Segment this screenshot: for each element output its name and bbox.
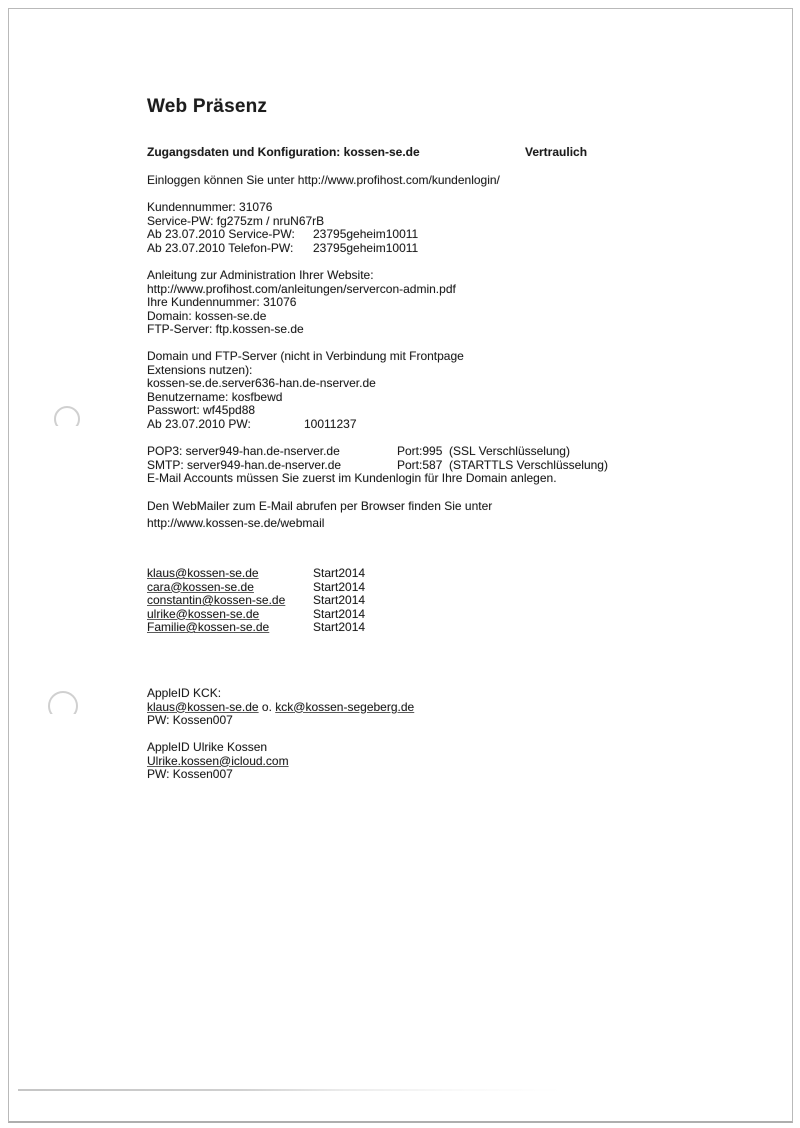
webmail-instruction: Den WebMailer zum E-Mail abrufen per Browser finden Sie unter xyxy=(147,499,493,513)
email-password: Start2014 xyxy=(313,593,366,607)
email-password: Start2014 xyxy=(313,566,366,580)
appleid-kck-block xyxy=(147,687,727,728)
admin-guide-block xyxy=(147,269,727,337)
smtp-row xyxy=(147,459,727,473)
smtp-server: SMTP: server949-han.de-nserver.de xyxy=(147,457,342,472)
email-account-row xyxy=(147,581,727,595)
smtp-port: Port:587 (STARTTLS Verschlüsselung) xyxy=(397,457,608,472)
email-account-row xyxy=(147,567,727,581)
page-title: Web Präsenz xyxy=(147,96,268,117)
scan-artifact-line xyxy=(18,1089,563,1091)
service-pw-value: 23795geheim10011 xyxy=(313,227,419,241)
login-instruction: Einloggen können Sie unter http://www.profihost.com/kundenlogin/ xyxy=(147,173,500,187)
service-password: Service-PW: fg275zm / nruN67rB xyxy=(147,213,325,228)
appleid-kck-email-2: kck@kossen-segeberg.de xyxy=(275,699,415,714)
appleid-ulrike-block xyxy=(147,741,727,782)
ftp-pw-value: 10011237 xyxy=(304,416,357,431)
appleid-ulrike-title: AppleID Ulrike Kossen xyxy=(147,740,268,754)
email-account-row xyxy=(147,621,727,635)
admin-guide-url: http://www.profihost.com/anleitungen/servercon-admin.pdf xyxy=(147,281,456,296)
appleid-kck-separator: o. xyxy=(258,699,276,714)
email-password: Start2014 xyxy=(313,579,366,594)
telefon-pw-row xyxy=(147,242,727,256)
login-block xyxy=(147,174,727,188)
email-address: klaus@kossen-se.de xyxy=(147,566,259,580)
appleid-ulrike-email: Ulrike.kossen@icloud.com xyxy=(147,753,289,768)
hole-punch-circle-icon xyxy=(48,691,78,714)
domain-line: Domain: kossen-se.de xyxy=(147,308,267,323)
email-account-row xyxy=(147,608,727,622)
email-address: cara@kossen-se.de xyxy=(147,579,254,594)
hole-punch-circle-icon xyxy=(54,406,80,426)
appleid-kck-emails xyxy=(147,701,727,715)
appleid-kck-email-1: klaus@kossen-se.de xyxy=(147,699,259,714)
mail-server-block xyxy=(147,445,727,486)
section-heading: Zugangsdaten und Konfiguration: kossen-se.de xyxy=(147,145,420,159)
webmail-block xyxy=(147,498,727,531)
service-pw-label: Ab 23.07.2010 Service-PW: xyxy=(147,227,295,241)
email-address: ulrike@kossen-se.de xyxy=(147,606,260,621)
pop3-server: POP3: server949-han.de-nserver.de xyxy=(147,444,340,458)
ftp-credentials-block xyxy=(147,350,727,431)
ftp-pw-row xyxy=(147,418,727,432)
hole-punch-mark-bottom xyxy=(48,691,81,714)
email-accounts-block xyxy=(147,567,727,635)
hole-punch-mark-top xyxy=(54,406,84,426)
pop3-row xyxy=(147,445,727,459)
email-address: constantin@kossen-se.de xyxy=(147,593,286,607)
ftp-note-line-1: Domain und FTP-Server (nicht in Verbindung mit Frontpage xyxy=(147,349,464,363)
customer-number: Kundennummer: 31076 xyxy=(147,200,273,214)
appleid-kck-password: PW: Kossen007 xyxy=(147,713,233,727)
email-password: Start2014 xyxy=(313,606,366,621)
webmail-url: http://www.kossen-se.de/webmail xyxy=(147,515,325,530)
customer-credentials-block xyxy=(147,201,727,255)
ftp-username: Benutzername: kosfbewd xyxy=(147,389,283,404)
service-pw-row xyxy=(147,228,727,242)
email-account-row xyxy=(147,594,727,608)
email-password: Start2014 xyxy=(313,620,366,634)
admin-guide-heading: Anleitung zur Administration Ihrer Website: xyxy=(147,268,374,282)
email-address: Familie@kossen-se.de xyxy=(147,620,270,634)
title-block xyxy=(147,96,727,117)
ftp-note-line-2: Extensions nutzen): xyxy=(147,362,253,377)
admin-customer-number: Ihre Kundennummer: 31076 xyxy=(147,295,297,309)
mail-accounts-note: E-Mail Accounts müssen Sie zuerst im Kundenlogin für Ihre Domain anlegen. xyxy=(147,471,557,485)
ftp-pw-label: Ab 23.07.2010 PW: xyxy=(147,416,251,431)
pop3-port: Port:995 (SSL Verschlüsselung) xyxy=(397,444,570,458)
confidential-label: Vertraulich xyxy=(525,145,588,159)
appleid-kck-title: AppleID KCK: xyxy=(147,686,222,700)
ftp-host: kossen-se.de.server636-han.de-nserver.de xyxy=(147,376,376,390)
section-heading-block xyxy=(147,146,727,160)
telefon-pw-label: Ab 23.07.2010 Telefon-PW: xyxy=(147,240,294,255)
telefon-pw-value: 23795geheim10011 xyxy=(313,240,419,255)
ftp-server-line: FTP-Server: ftp.kossen-se.de xyxy=(147,322,304,336)
ftp-password: Passwort: wf45pd88 xyxy=(147,403,256,417)
appleid-ulrike-password: PW: Kossen007 xyxy=(147,767,233,781)
